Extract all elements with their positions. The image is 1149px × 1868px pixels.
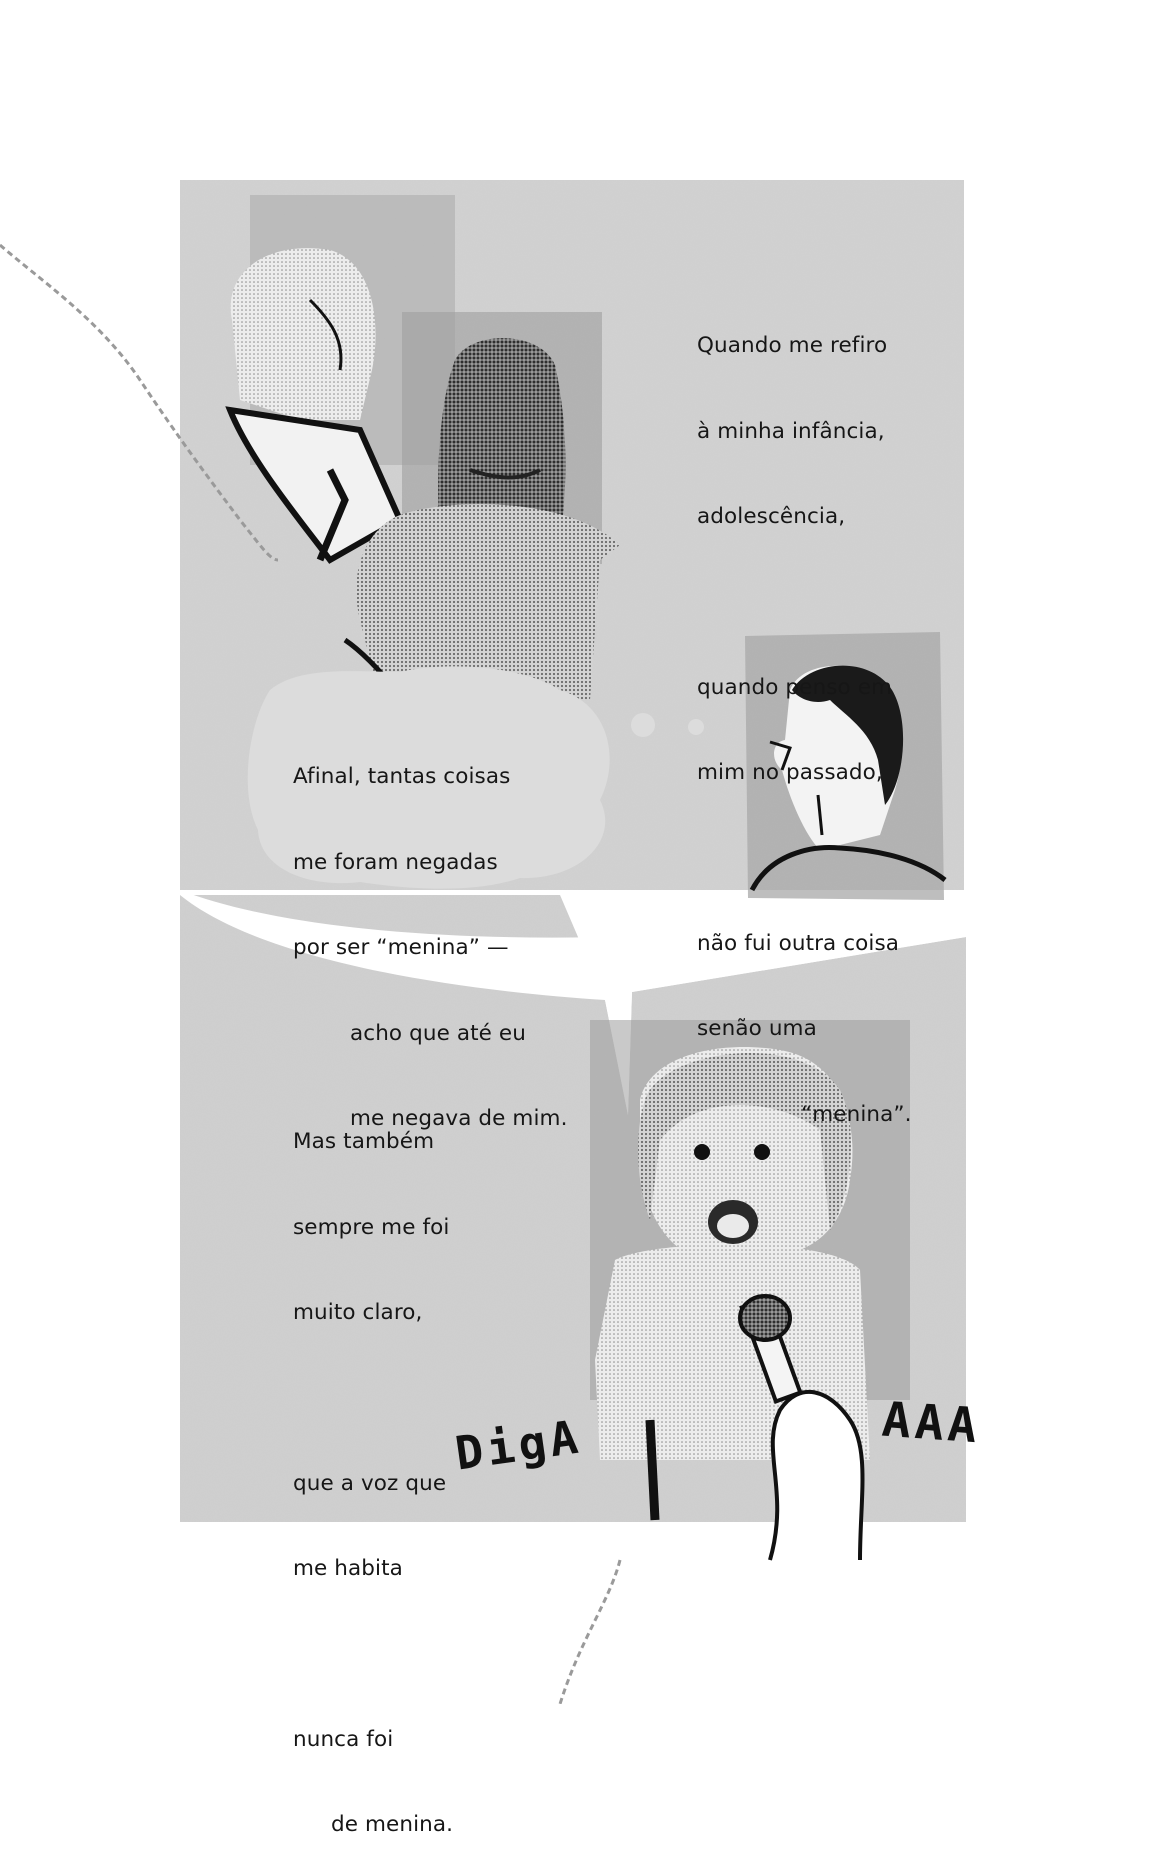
thought-line: por ser “menina” — [293,935,509,960]
bottom-narration-line: sempre me foi [293,1214,450,1240]
top-narration-line: adolescência, [697,504,846,529]
top-narration-line: “menina”. [801,1101,912,1127]
bottom-narration-line: Mas também [293,1129,435,1154]
stanza-gap [293,1641,453,1669]
scribble-diga: DigA [451,1409,585,1481]
scribble-aaa: AAA [880,1391,983,1455]
stanza-gap [293,1385,453,1413]
bottom-narration-line: muito claro, [293,1300,423,1325]
bottom-narration-line: que a voz que [293,1470,447,1496]
bottom-narration [293,1071,453,1868]
top-narration [697,275,912,1158]
thought-line: me negava de mim. [350,1106,568,1131]
top-narration-line: Quando me refiro [697,333,888,358]
top-narration-line: senão uma [697,1016,817,1041]
thought-line: me foram negadas [293,849,498,875]
torn-paper-line-bottom [560,1560,620,1704]
bottom-narration-line: nunca foi [293,1726,394,1752]
top-narration-line: quando penso em [697,674,893,700]
thought-line: Afinal, tantas coisas [293,764,511,789]
top-narration-line: não fui outra coisa [697,930,900,956]
bottom-narration-line: me habita [293,1556,403,1581]
stanza-gap [697,845,912,873]
top-narration-line: mim no passado, [697,760,883,785]
thought-line: acho que até eu [350,1020,526,1046]
top-narration-line: à minha infância, [697,418,885,444]
bottom-narration-line: de menina. [331,1812,454,1837]
stanza-gap [697,589,912,617]
